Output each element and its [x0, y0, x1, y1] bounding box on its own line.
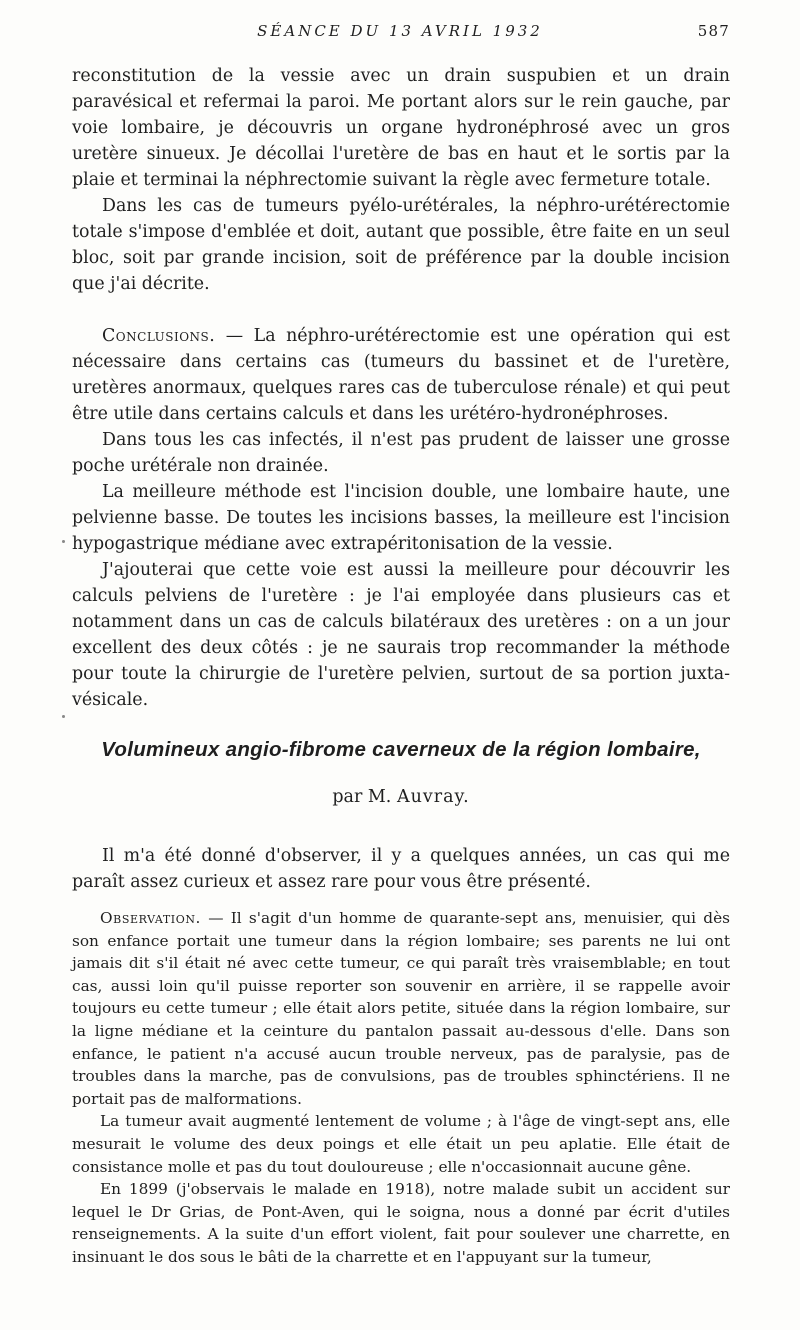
- intro-paragraph-1: reconstitution de la vessie avec un drain suspubien et un drain paravésical et refermai la paroi. Me portant alors sur le rein gauche, par voie lombaire, je découvris un organe hydronéphrosé avec un gros uretère sinueux. Je décollai l'uretère de bas en haut et le sortis par la plaie et terminai la néphrectomie suivant la règle avec fermeture totale.: [72, 66, 730, 190]
- page-number: 587: [697, 22, 730, 40]
- conclusions-section: [72, 323, 730, 713]
- byline-prefix: par M.: [332, 787, 392, 807]
- article-byline: [72, 787, 730, 807]
- conclusions-lead-text: — La néphro-urétérectomie est une opération qui est nécessaire dans certains cas (tumeurs du bassinet et de l'uretère, uretères anormaux, quelques rares cas de tuberculose rénale) et qui peut être utile dans certains calculs et dans les urétéro-hydronéphroses.: [72, 326, 730, 424]
- observation-paragraph-3: En 1899 (j'observais le malade en 1918), notre malade subit un accident sur lequel le Dr Grias, de Pont-Aven, qui le soigna, nous a donné par écrit d'utiles renseignements. A la suite d'un effort violent, fait pour soulever une charrette, en insinuant le dos sous le bâti de la charrette et en l'appuyant sur la tumeur,: [72, 1180, 730, 1266]
- running-title: SÉANCE DU 13 AVRIL 1932: [257, 22, 543, 40]
- intro-section: [72, 63, 730, 297]
- observation-paragraph-1: [72, 907, 730, 1110]
- running-header: [0, 22, 800, 46]
- margin-dot: [62, 715, 65, 718]
- article-intro-block: [72, 843, 730, 895]
- conclusions-paragraph-1: [72, 323, 730, 427]
- article-title: Volumineux angio-fibrome caverneux de la région lombaire,: [101, 738, 701, 761]
- observation-text: — Il s'agit d'un homme de quarante-sept ans, menuisier, qui dès son enfance portait une tumeur dans la région lombaire; ses parents ne lui ont jamais dit s'il était né avec cette tumeur, ce qui paraît très vraisemblable; en tout cas, aussi loin qu'il puisse reporter son souvenir en arrière, il se rappelle avoir toujours eu cette tumeur ; elle était alors petite, située dans la région lombaire, sur la ligne médiane et la ceinture du pantalon passait au-dessous d'elle. Dans son enfance, le patient n'a accusé aucun trouble nerveux, pas de paralysie, pas de troubles dans la marche, pas de convulsions, pas de troubles sphinctériens. Il ne portait pas de malformations.: [72, 909, 730, 1108]
- article-heading: [72, 738, 730, 762]
- observation-paragraph-2: La tumeur avait augmenté lentement de volume ; à l'âge de vingt-sept ans, elle mesurait le volume des deux poings et elle était un peu aplatie. Elle était de consistance molle et pas du tout douloureuse ; elle n'occasionnait aucune gêne.: [72, 1112, 730, 1176]
- conclusions-paragraph-3: La meilleure méthode est l'incision double, une lombaire haute, une pelvienne basse. De toutes les incisions basses, la meilleure est l'incision hypogastrique médiane avec extrapéritonisation de la vessie.: [72, 482, 730, 554]
- observation-label: Observation.: [100, 909, 202, 927]
- byline-author: Auvray.: [396, 787, 470, 807]
- conclusions-paragraph-2: Dans tous les cas infectés, il n'est pas prudent de laisser une grosse poche urétérale non drainée.: [72, 430, 730, 476]
- intro-paragraph-2: Dans les cas de tumeurs pyélo-urétérales, la néphro-urétérectomie totale s'impose d'emblée et doit, autant que possible, être faite en un seul bloc, soit par grande incision, soit de préférence par la double incision que j'ai décrite.: [72, 196, 730, 294]
- conclusions-paragraph-4: J'ajouterai que cette voie est aussi la meilleure pour découvrir les calculs pelviens de l'uretère : je l'ai employée dans plusieurs cas et notamment dans un cas de calculs bilatéraux des uretères : on a un jour excellent des deux côtés : je ne saurais trop recommander la méthode pour toute la chirurgie de l'uretère pelvien, surtout de sa portion juxta-vésicale.: [72, 560, 730, 710]
- margin-dot: [62, 540, 65, 543]
- conclusions-label: Conclusions.: [102, 326, 216, 346]
- observation-section: [72, 907, 730, 1269]
- article-byline-block: [72, 787, 730, 807]
- article-intro: Il m'a été donné d'observer, il y a quelques années, un cas qui me paraît assez curieux et assez rare pour vous être présenté.: [72, 846, 730, 892]
